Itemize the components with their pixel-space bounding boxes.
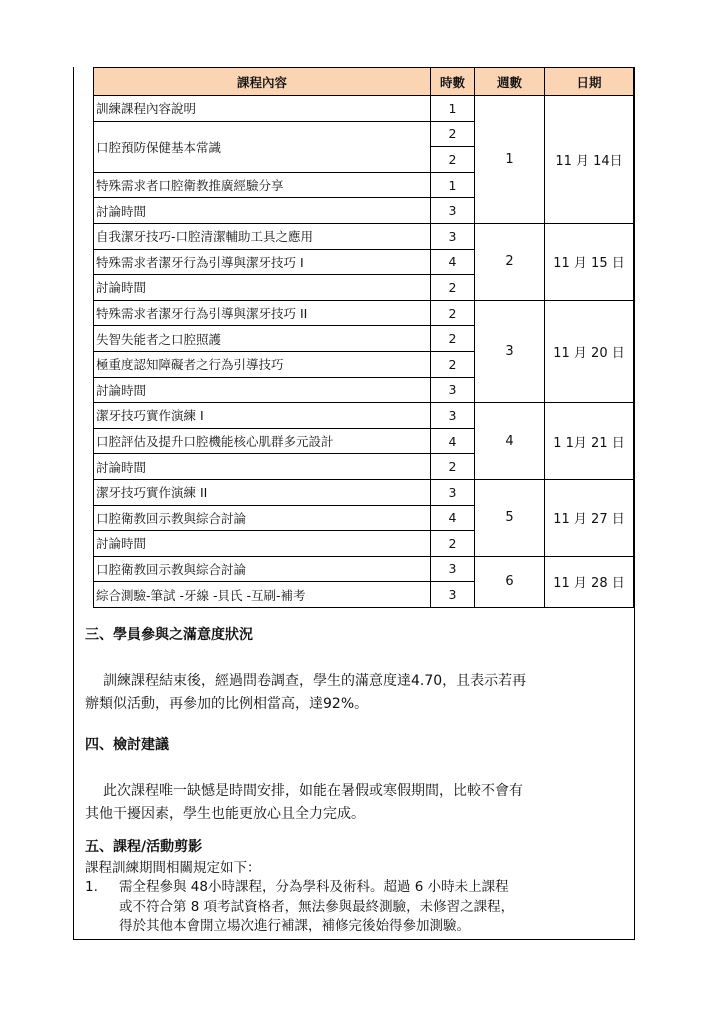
course-content: 口腔衛教回示教與綜合討論: [94, 505, 431, 531]
course-hours: 3: [431, 556, 475, 582]
table-row: [94, 96, 634, 122]
week-date: 11 月 14日: [545, 96, 634, 224]
week-date: 11 月 27 日: [545, 479, 634, 556]
course-content: 特殊需求者口腔衛教推廣經驗分享: [94, 172, 431, 198]
list-item-line2: 或不符合第 8 項考試資格者，無法參與最終測驗，未修習之課程，: [119, 898, 515, 915]
week-number: 4: [475, 403, 545, 480]
course-hours: 2: [431, 121, 475, 147]
course-content: 潔牙技巧實作演練 I: [94, 403, 431, 429]
week-date: 11 月 15 日: [545, 223, 634, 300]
list-item-line1: 需全程參與 48小時課程，分為學科及術科。超過 6 小時未上課程: [119, 879, 509, 895]
course-hours: 3: [431, 403, 475, 429]
section5-title: 五、課程/活動剪影: [85, 839, 203, 855]
course-hours: 3: [431, 582, 475, 608]
section4-title: 四、檢討建議: [85, 737, 169, 753]
course-content: 討論時間: [94, 531, 431, 557]
section5-intro: 課程訓練期間相關規定如下：: [85, 860, 261, 876]
course-content: 潔牙技巧實作演練 II: [94, 479, 431, 505]
header-date: 日期: [545, 68, 634, 96]
course-hours: 1: [431, 172, 475, 198]
course-content: 討論時間: [94, 275, 431, 301]
course-hours: 2: [431, 531, 475, 557]
week-number: 6: [475, 556, 545, 607]
week-number: 3: [475, 300, 545, 402]
course-hours: 2: [431, 454, 475, 480]
list-item-line3: 得於其他本會開立場次進行補課，補修完後始得參加測驗。: [119, 918, 470, 934]
course-content: 口腔預防保健基本常識: [94, 121, 431, 172]
course-content: 極重度認知障礙者之行為引導技巧: [94, 351, 431, 377]
week-number: 5: [475, 479, 545, 556]
week-date: 11 月 20 日: [545, 300, 634, 402]
course-hours: 4: [431, 428, 475, 454]
course-content: 特殊需求者潔牙行為引導與潔牙技巧 II: [94, 300, 431, 326]
course-content: 特殊需求者潔牙行為引導與潔牙技巧 I: [94, 249, 431, 275]
schedule-table: [93, 67, 634, 608]
course-hours: 2: [431, 147, 475, 173]
course-hours: 3: [431, 223, 475, 249]
course-hours: 3: [431, 377, 475, 403]
section4-line1: 此次課程唯一缺憾是時間安排，如能在暑假或寒假期間，比較不會有: [103, 783, 523, 799]
week-number: 2: [475, 223, 545, 300]
table-row: [94, 556, 634, 582]
section3-title: 三、學員參與之滿意度狀況: [85, 627, 253, 643]
header-content: 課程內容: [94, 68, 431, 96]
table-header-row: [94, 68, 634, 96]
course-hours: 1: [431, 96, 475, 122]
section3-paragraph: [85, 670, 625, 716]
course-content: 口腔評估及提升口腔機能核心肌群多元設計: [94, 428, 431, 454]
course-content: 口腔衛教回示教與綜合討論: [94, 556, 431, 582]
week-number: 1: [475, 96, 545, 224]
course-hours: 2: [431, 351, 475, 377]
course-hours: 2: [431, 275, 475, 301]
course-content: 綜合測驗-筆試 -牙線 -貝氏 -互刷-補考: [94, 582, 431, 608]
course-hours: 2: [431, 326, 475, 352]
table-row: [94, 300, 634, 326]
course-content: 討論時間: [94, 377, 431, 403]
course-hours: 3: [431, 479, 475, 505]
course-hours: 3: [431, 198, 475, 224]
regulation-list: [85, 878, 630, 937]
course-content: 討論時間: [94, 198, 431, 224]
table-row: [94, 479, 634, 505]
list-item-number: 1.: [85, 879, 98, 895]
table-row: [94, 223, 634, 249]
week-date: 11 月 28 日: [545, 556, 634, 607]
course-content: 失智失能者之口腔照護: [94, 326, 431, 352]
table-row: [94, 403, 634, 429]
course-content: 討論時間: [94, 454, 431, 480]
course-content: 自我潔牙技巧-口腔清潔輔助工具之應用: [94, 223, 431, 249]
course-content: 訓練課程內容說明: [94, 96, 431, 122]
course-hours: 4: [431, 249, 475, 275]
week-date: 1 1月 21 日: [545, 403, 634, 480]
course-hours: 4: [431, 505, 475, 531]
section3-line1: 訓練課程結束後，經過問卷調查，學生的滿意度達4.70，且表示若再: [103, 673, 527, 689]
section3-line2: 辦類似活動，再參加的比例相當高，達92%。: [85, 696, 369, 712]
header-week: 週數: [475, 68, 545, 96]
header-hours: 時數: [431, 68, 475, 96]
list-item: [85, 878, 630, 937]
section4-line2: 其他干擾因素，學生也能更放心且全力完成。: [85, 806, 365, 822]
course-hours: 2: [431, 300, 475, 326]
section4-paragraph: [85, 780, 625, 826]
